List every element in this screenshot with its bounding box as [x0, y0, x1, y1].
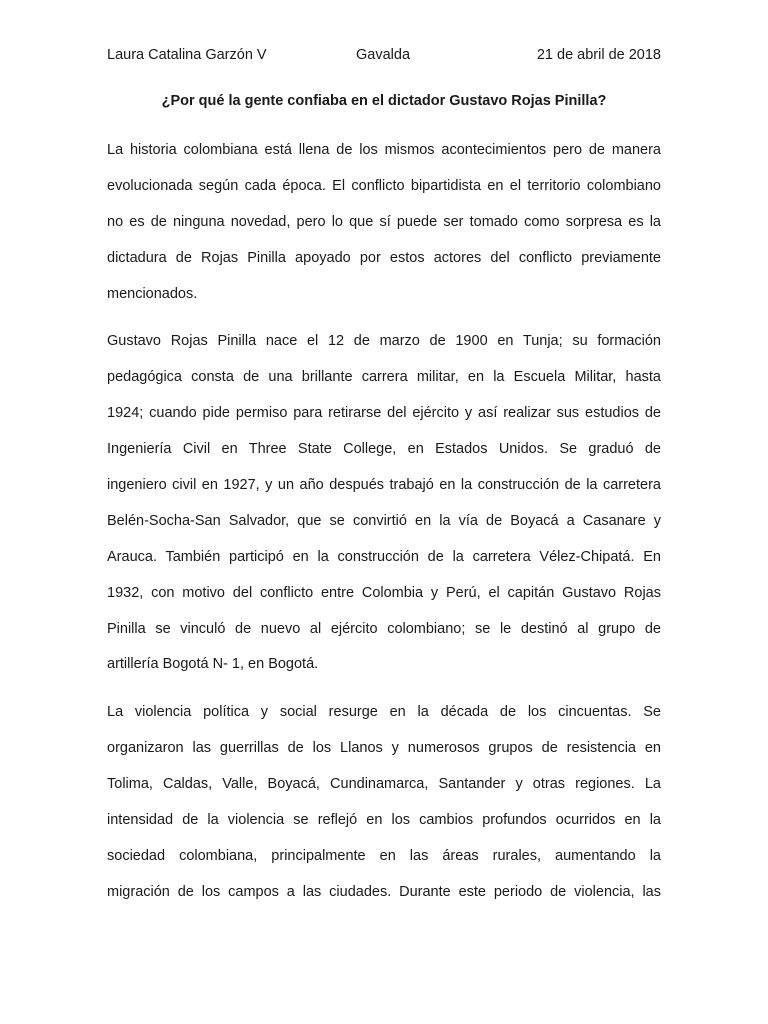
- document-body: [107, 133, 661, 923]
- paragraph-line: evolucionada según cada época. El conflicto bipartidista en el territorio colombiano: [107, 177, 661, 194]
- teacher-name: Gavalda: [356, 47, 411, 63]
- paragraph-line: La violencia política y social resurge en la década de los cincuentas. Se: [107, 704, 661, 721]
- paragraph-line: Pinilla se vinculó de nuevo al ejército colombiano; se le destinó al grupo de: [107, 620, 661, 637]
- paragraph-line: organizaron las guerrillas de los Llanos y numerosos grupos de resistencia en: [107, 740, 661, 757]
- paragraph-line: 1924; cuando pide permiso para retirarse del ejército y así realizar sus estudios de: [107, 405, 661, 422]
- paragraph-line: La historia colombiana está llena de los mismos acontecimientos pero de manera: [107, 142, 661, 158]
- paragraph-line: intensidad de la violencia se reflejó en los cambios profundos ocurridos en la: [107, 812, 661, 829]
- paragraph-line: pedagógica consta de una brillante carrera militar, en la Escuela Militar, hasta: [107, 369, 661, 386]
- paragraph: [107, 695, 661, 910]
- paragraph-line: artillería Bogotá N- 1, en Bogotá.: [107, 656, 319, 673]
- paragraph-line: Arauca. También participó en la construcción de la carretera Vélez-Chipatá. En: [107, 548, 661, 565]
- paragraph-line: sociedad colombiana, principalmente en las áreas rurales, aumentando la: [107, 847, 661, 864]
- paragraph-line: no es de ninguna novedad, pero lo que sí puede ser tomado como sorpresa es la: [107, 213, 661, 230]
- author-name: Laura Catalina Garzón V: [107, 47, 267, 63]
- document-header: [107, 45, 661, 65]
- paragraph: [107, 133, 661, 312]
- paragraph-line: Ingeniería Civil en Three State College, en Estados Unidos. Se graduó de: [107, 441, 661, 458]
- paragraph-line: dictadura de Rojas Pinilla apoyado por estos actores del conflicto previamente: [107, 249, 661, 266]
- paragraph-line: 1932, con motivo del conflicto entre Colombia y Perú, el capitán Gustavo Rojas: [107, 584, 661, 601]
- paragraph-line: ingeniero civil en 1927, y un año después trabajó en la construcción de la carretera: [107, 477, 661, 494]
- paragraph-line: mencionados.: [107, 285, 198, 302]
- document-date: 21 de abril de 2018: [536, 47, 661, 63]
- document-title: ¿Por qué la gente confiaba en el dictador Gustavo Rojas Pinilla?: [161, 93, 607, 109]
- paragraph-line: Gustavo Rojas Pinilla nace el 12 de marzo de 1900 en Tunja; su formación: [107, 333, 661, 350]
- paragraph-line: migración de los campos a las ciudades. Durante este periodo de violencia, las: [107, 883, 661, 900]
- paragraph-line: Tolima, Caldas, Valle, Boyacá, Cundinamarca, Santander y otras regiones. La: [107, 776, 661, 793]
- paragraph-line: Belén-Socha-San Salvador, que se convirtió en la vía de Boyacá a Casanare y: [107, 512, 661, 529]
- paragraph: [107, 324, 661, 683]
